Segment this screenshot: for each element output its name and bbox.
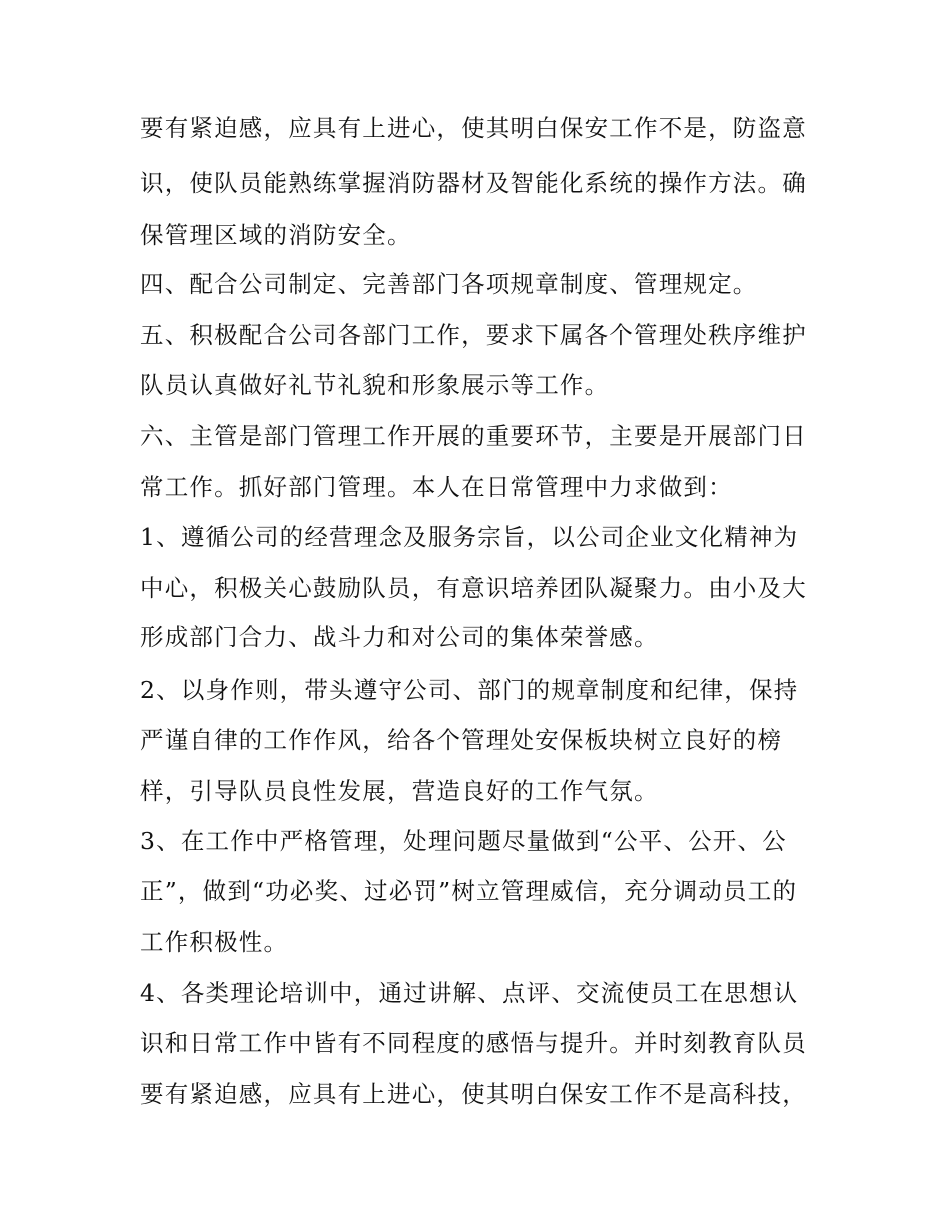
text-line: 要有紧迫感，应具有上进心，使其明白保安工作不是，防盗意 <box>140 114 807 142</box>
text-line: 常工作。抓好部门管理。本人在日常管理中力求做到： <box>140 473 733 501</box>
text-line: 四、配合公司制定、完善部门各项规章制度、管理规定。 <box>140 270 758 298</box>
text-line: 队员认真做好礼节礼貌和形象展示等工作。 <box>140 371 610 399</box>
text-line: 工作积极性。 <box>140 928 289 956</box>
text-line: 识和日常工作中皆有不同程度的感悟与提升。并时刻教育队员 <box>140 1029 807 1057</box>
text-line: 形成部门合力、战斗力和对公司的集体荣誉感。 <box>140 623 659 651</box>
text-line: 正”，做到“功必奖、过必罚”树立管理威信，充分调动员工的 <box>140 877 798 905</box>
text-line: 保管理区域的消防安全。 <box>140 221 412 249</box>
text-line: 1、遵循公司的经营理念及服务宗旨，以公司企业文化精神为 <box>140 523 799 551</box>
text-line: 识，使队员能熟练掌握消防器材及智能化系统的操作方法。确 <box>140 169 807 197</box>
text-line: 3、在工作中严格管理，处理问题尽量做到“公平、公开、公 <box>140 827 787 855</box>
text-line: 要有紧迫感，应具有上进心，使其明白保安工作不是高科技， <box>140 1080 807 1108</box>
text-line: 4、各类理论培训中，通过讲解、点评、交流使员工在思想认 <box>140 979 799 1007</box>
text-line: 样，引导队员良性发展，营造良好的工作气氛。 <box>140 777 659 805</box>
text-line: 中心，积极关心鼓励队员，有意识培养团队凝聚力。由小及大 <box>140 574 807 602</box>
text-line: 严谨自律的工作作风，给各个管理处安保板块树立良好的榜 <box>140 726 783 754</box>
text-line: 五、积极配合公司各部门工作，要求下属各个管理处秩序维护 <box>140 321 807 349</box>
text-line: 六、主管是部门管理工作开展的重要环节，主要是开展部门日 <box>140 422 807 450</box>
text-line: 2、以身作则，带头遵守公司、部门的规章制度和纪律，保持 <box>140 676 799 704</box>
